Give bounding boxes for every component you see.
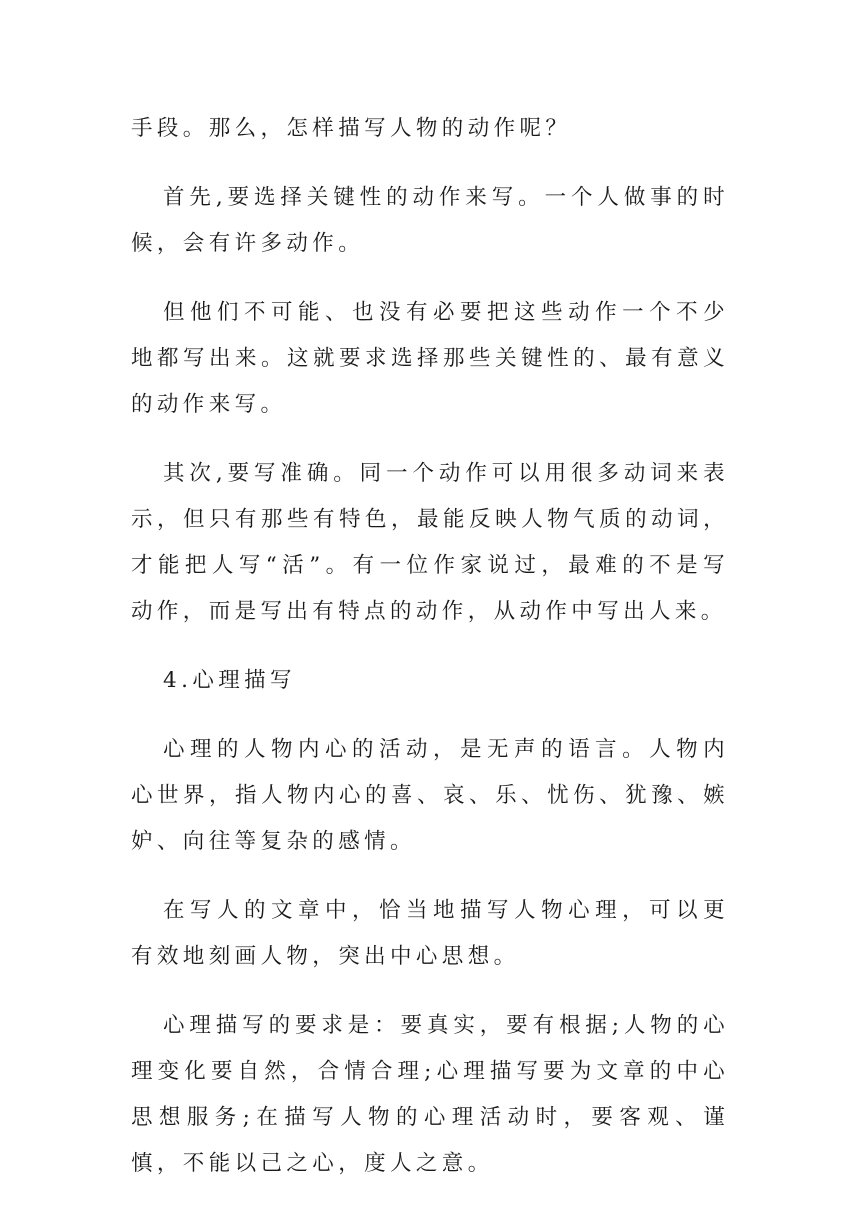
paragraph-select-meaningful-actions: 但他们不可能、也没有必要把这些动作一个不少地都写出来。这就要求选择那些关键性的、最有意义的动作来写。 — [131, 300, 729, 417]
paragraph-psychology-requirements: 心理描写的要求是：要真实，要有根据;人物的心理变化要自然，合情合理;心理描写要为文章的中心思想服务;在描写人物的心理活动时，要客观、谨慎，不能以己之心，度人之意。 — [131, 1013, 729, 1176]
paragraph-second-accuracy: 其次,要写准确。同一个动作可以用很多动词来表示，但只有那些有特色，最能反映人物气质的动词，才能把人写“活”。有一位作家说过，最难的不是写动作，而是写出有特点的动作，从动作中写出人来。 — [131, 461, 729, 624]
paragraph-action-question: 手段。那么，怎样描写人物的动作呢？ — [131, 116, 572, 141]
section-heading-psychology: 4.心理描写 — [163, 668, 296, 693]
document-page — [131, 106, 729, 1210]
paragraph-psychology-definition: 心理的人物内心的活动，是无声的语言。人物内心世界，指人物内心的喜、哀、乐、忧伤、犹豫、嫉妒、向往等复杂的感情。 — [131, 737, 729, 854]
paragraph-first-key-actions: 首先,要选择关键性的动作来写。一个人做事的时候，会有许多动作。 — [131, 185, 729, 256]
paragraph-psychology-purpose: 在写人的文章中，恰当地描写人物心理，可以更有效地刻画人物，突出中心思想。 — [131, 898, 729, 969]
